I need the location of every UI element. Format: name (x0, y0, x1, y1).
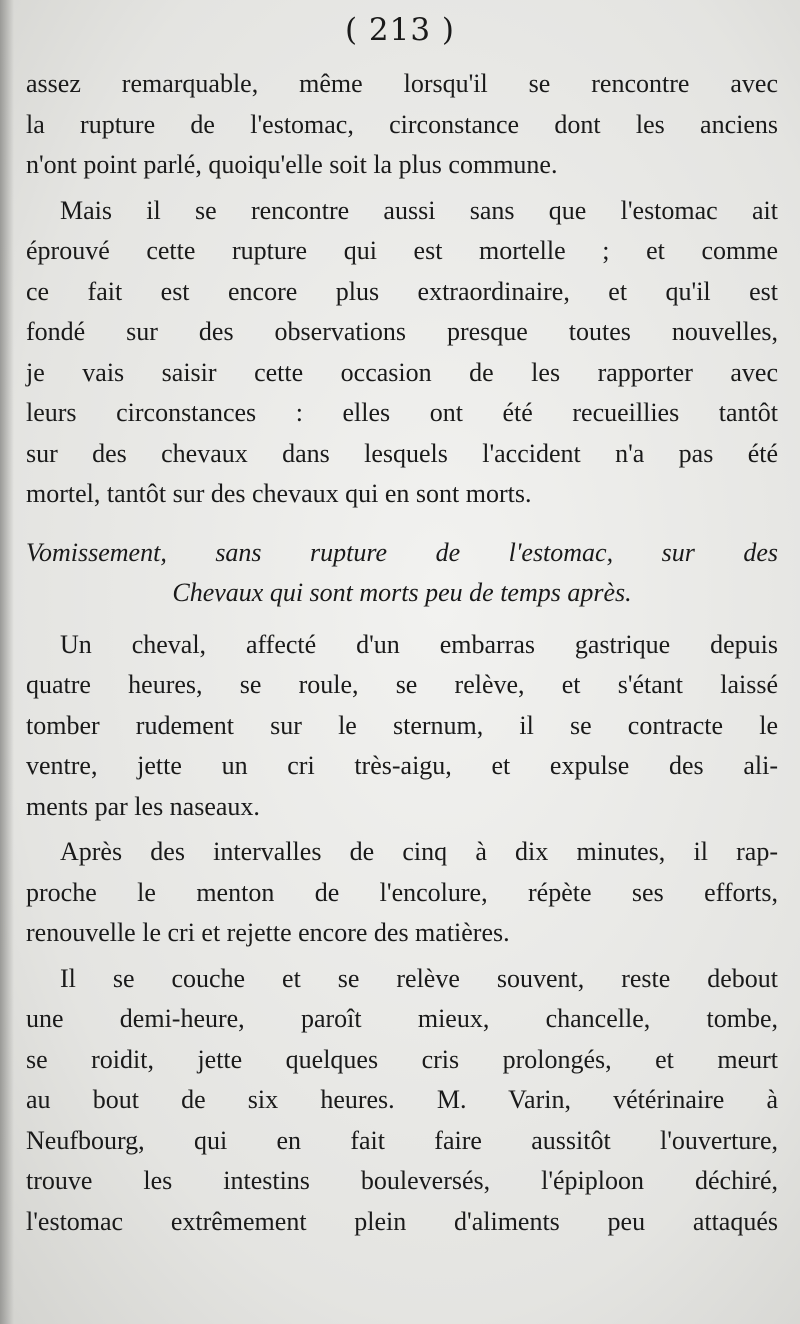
text-line: n'ont point parlé, quoiqu'elle soit la plus commune. (26, 150, 558, 179)
text-line: Après des intervalles de cinq à dix minutes, il rap- (60, 837, 778, 866)
text-line: une demi-heure, paroît mieux, chancelle, tombe, (26, 1004, 778, 1033)
text-line: fondé sur des observations presque toutes nouvelles, (26, 317, 778, 346)
text-line: ce fait est encore plus extraordinaire, et qu'il est (26, 276, 778, 306)
text-line: la rupture de l'estomac, circonstance dont les anciens (26, 109, 778, 139)
body-text (26, 64, 778, 1242)
paragraph-5 (26, 959, 778, 1243)
page-number: ( 213 ) (344, 12, 456, 48)
text-line: trouve les intestins bouleversés, l'épiploon déchiré, (26, 1166, 778, 1195)
text-line: éprouvé cette rupture qui est mortelle ; et comme (26, 236, 778, 265)
text-line: leurs circonstances : elles ont été recueillies tantôt (26, 398, 778, 427)
text-line: mortel, tantôt sur des chevaux qui en sont morts. (26, 479, 532, 508)
heading-line: Vomissement, sans rupture de l'estomac, sur des (26, 537, 778, 567)
text-line: l'estomac extrêmement plein d'aliments peu attaqués (26, 1206, 778, 1236)
text-line: Un cheval, affecté d'un embarras gastrique depuis (60, 629, 778, 659)
text-line: sur des chevaux dans lesquels l'accident n'a pas été (26, 438, 778, 468)
text-line: renouvelle le cri et rejette encore des matières. (26, 918, 510, 947)
heading-line: Chevaux qui sont morts peu de temps après. (172, 577, 632, 607)
text-line: au bout de six heures. M. Varin, vétérinaire à (26, 1085, 778, 1114)
paragraph-4 (26, 832, 778, 954)
text-line: assez remarquable, même lorsqu'il se rencontre avec (26, 69, 778, 98)
text-line: ventre, jette un cri très-aigu, et expulse des ali- (26, 751, 778, 780)
text-line: Neufbourg, qui en fait faire aussitôt l'ouverture, (26, 1125, 778, 1155)
text-line: Mais il se rencontre aussi sans que l'estomac ait (60, 195, 778, 225)
paragraph-1 (26, 64, 778, 186)
text-line: proche le menton de l'encolure, répète ses efforts, (26, 877, 778, 907)
text-line: ments par les naseaux. (26, 791, 260, 821)
text-line: se roidit, jette quelques cris prolongés, et meurt (26, 1044, 778, 1074)
paragraph-3 (26, 625, 778, 828)
text-line: Il se couche et se relève souvent, reste debout (60, 963, 778, 993)
text-line: tomber rudement sur le sternum, il se contracte le (26, 710, 778, 740)
section-heading (26, 533, 778, 613)
paragraph-2 (26, 191, 778, 515)
text-line: quatre heures, se roule, se relève, et s'étant laissé (26, 670, 778, 699)
text-line: je vais saisir cette occasion de les rapporter avec (26, 357, 778, 387)
